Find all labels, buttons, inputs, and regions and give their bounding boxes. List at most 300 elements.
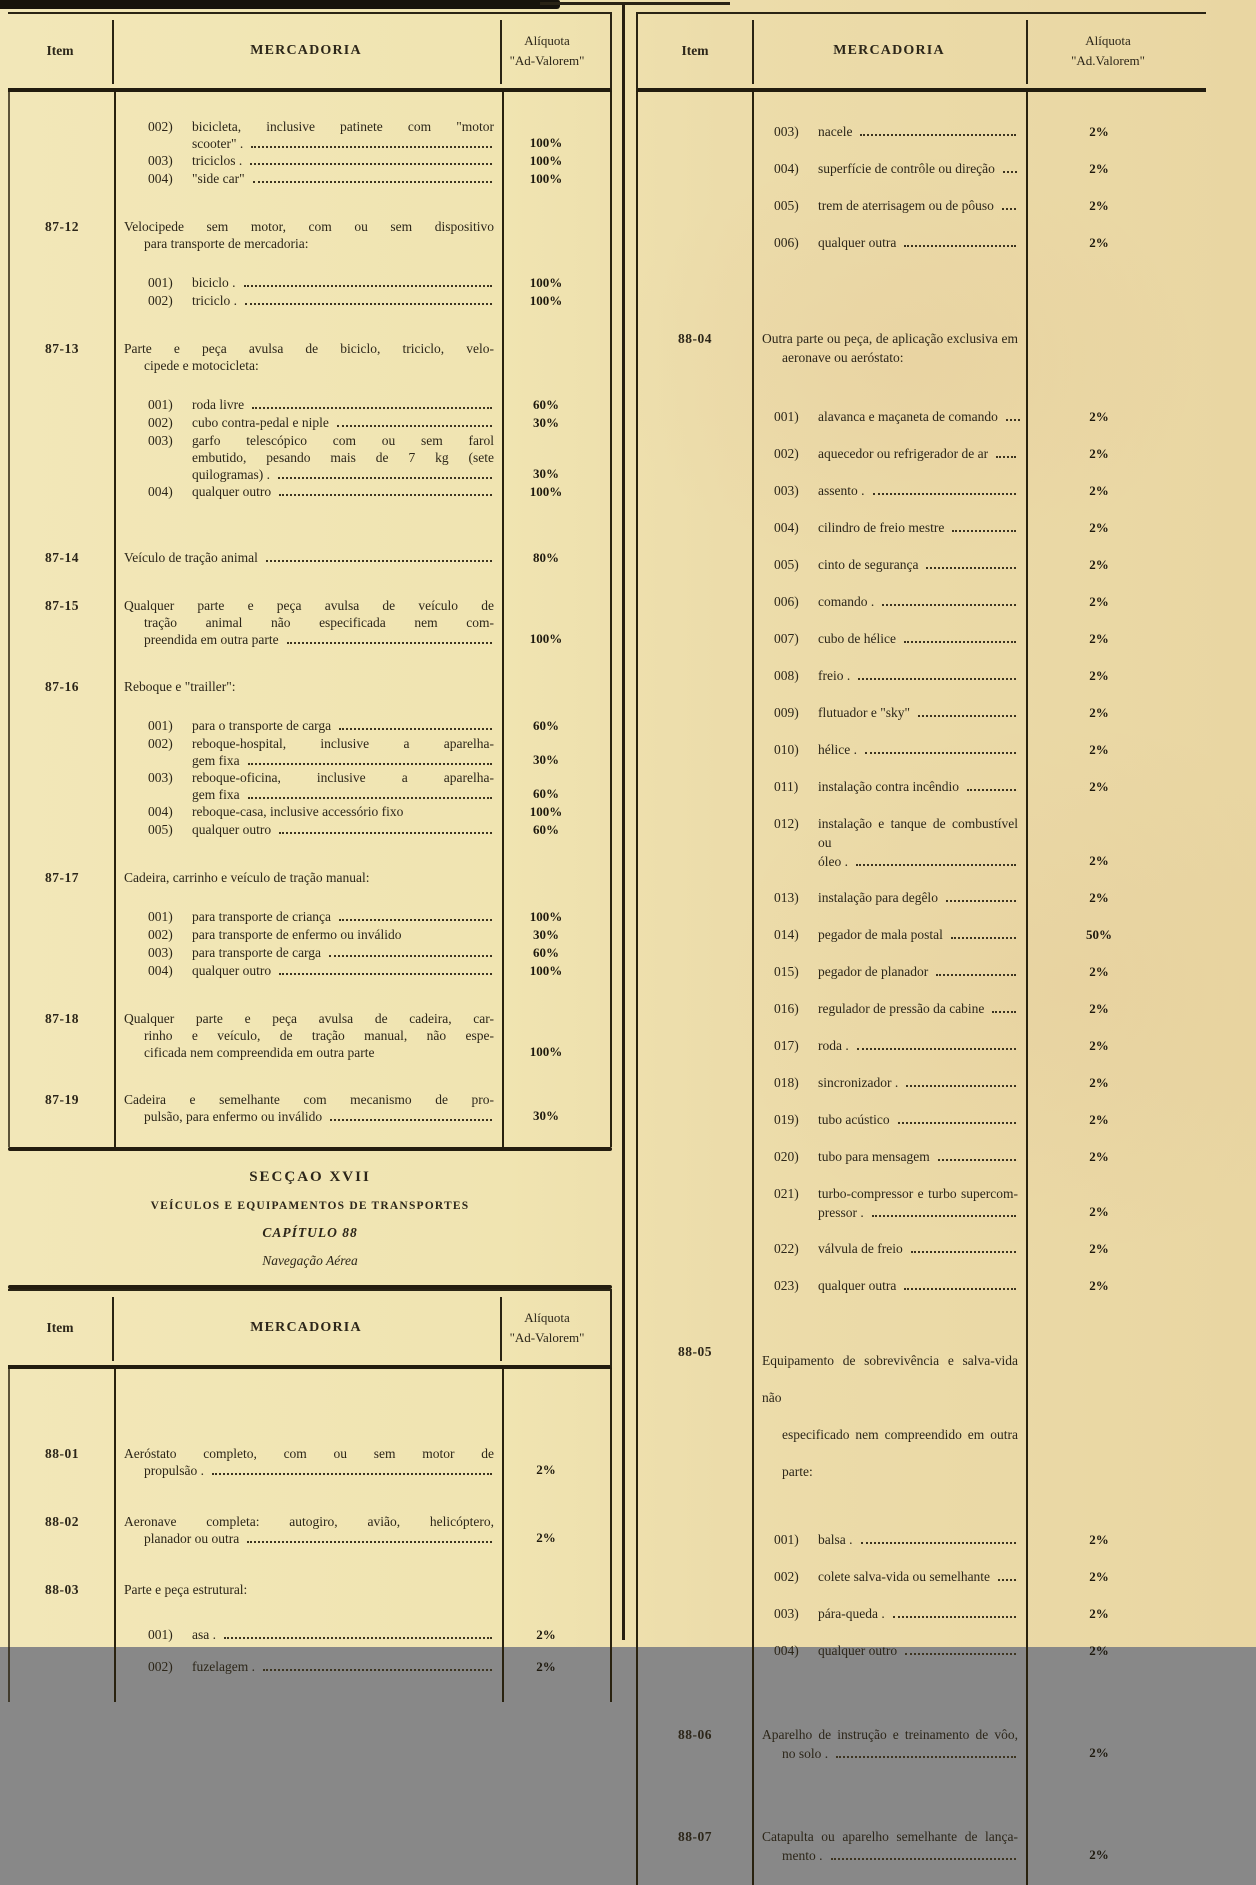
mercadoria-cell (752, 999, 1026, 1019)
entry-line-text: pára-queda . (818, 1606, 885, 1621)
entry-line-text: cilindro de freio mestre (818, 520, 945, 535)
dot-leader (926, 567, 1016, 569)
entry-text (818, 518, 1018, 537)
table-row (10, 292, 610, 310)
dot-leader (911, 1251, 1016, 1253)
entry-line (192, 274, 494, 291)
item-code-cell (638, 1567, 752, 1587)
dot-leader (996, 456, 1016, 458)
table-row (638, 407, 1206, 427)
aliquota-cell: 2% (1089, 520, 1109, 535)
entry-text (124, 549, 494, 566)
table-row (10, 803, 610, 821)
entry-line (124, 1530, 494, 1547)
item-code-cell (638, 1147, 752, 1167)
subitem-code: 001) (148, 718, 173, 733)
item-code-cell (638, 777, 752, 797)
table-row (638, 1073, 1206, 1093)
aliquota-cell (1026, 329, 1208, 367)
entry-line-text: "side car" (192, 171, 245, 186)
subitem-code: 012) (774, 816, 799, 831)
entry-line (818, 1604, 1018, 1623)
item-code-cell (10, 735, 114, 769)
entry-line (124, 1108, 494, 1125)
aliquota-cell (502, 869, 614, 886)
table-row (638, 999, 1206, 1019)
left-column (8, 12, 612, 1702)
table-row (10, 769, 610, 803)
entry-line (818, 666, 1018, 685)
entry-line-text: gem fixa (192, 753, 240, 768)
entry (762, 1036, 1018, 1055)
entry-text (818, 592, 1018, 611)
header-aliquota-line2: "Ad-Valorem" (509, 1330, 585, 1345)
entry-text (192, 735, 494, 769)
entry-line (818, 999, 1018, 1018)
entry-line: Outra parte ou peça, de aplicação exclusiva em (762, 331, 1018, 346)
entry-line-text: fuzelagem . (192, 1659, 255, 1674)
chapter-number: CAPÍTULO 88 (262, 1225, 358, 1240)
entry-line: Qualquer parte e peça avulsa de veículo de (124, 598, 494, 613)
table-row (10, 869, 610, 886)
entry-line: parte: (782, 1464, 813, 1479)
entry-line (192, 786, 494, 803)
aliquota-cell: 80% (533, 550, 559, 565)
entry-line (818, 196, 1018, 215)
table-row (638, 1604, 1206, 1624)
entry-line (818, 1567, 1018, 1586)
entry-line-text: qualquer outro (818, 1643, 898, 1658)
dot-leader (872, 1215, 1016, 1217)
entry-line (124, 549, 494, 566)
entry (124, 821, 494, 838)
entry (762, 1073, 1018, 1092)
mercadoria-cell (752, 1110, 1026, 1130)
aliquota-cell: 60% (533, 945, 559, 960)
table-row (10, 1658, 610, 1676)
entry-line: para transporte de enfermo ou inválido (192, 927, 402, 942)
dot-leader (882, 604, 1016, 606)
item-code-cell (638, 629, 752, 649)
entry-text (818, 233, 1018, 252)
aliquota-cell: 60% (533, 397, 559, 412)
table-row (638, 592, 1206, 612)
header-aliquota-line1: Alíquota (524, 1310, 570, 1325)
entry (124, 803, 494, 820)
entry-line (192, 717, 494, 734)
mercadoria-cell (752, 555, 1026, 575)
item-code-cell (10, 170, 114, 188)
table-row (638, 1239, 1206, 1259)
entry-line (192, 1626, 494, 1643)
entry-line (818, 481, 1018, 500)
entry (124, 1658, 494, 1675)
entry-text (192, 821, 494, 838)
entry-line: embutido, pesando mais de 7 kg (sete (192, 450, 494, 465)
entry-line: Aparelho de instrução e treinamento de vôo, (762, 1727, 1018, 1742)
entry-text (192, 908, 494, 925)
mercadoria-cell (752, 1827, 1026, 1865)
header-aliquota-line1: Alíquota (524, 33, 570, 48)
dot-leader (873, 493, 1017, 495)
entry (762, 888, 1018, 907)
table-row (638, 1725, 1206, 1763)
entry-text (762, 1342, 1018, 1490)
item-code-cell (638, 962, 752, 982)
dot-leader (244, 285, 493, 287)
subitem-code: 002) (148, 1659, 173, 1674)
scan-edge-artifact (0, 0, 560, 9)
table-row (10, 274, 610, 292)
entry (762, 1725, 1018, 1763)
entry-line: Cadeira, carrinho e veículo de tração manual: (124, 870, 370, 885)
aliquota-cell: 2% (1089, 1075, 1109, 1090)
aliquota-cell: 2% (1089, 1001, 1109, 1016)
table-row (638, 925, 1206, 945)
table-row (638, 1641, 1206, 1661)
item-code-cell (638, 814, 752, 871)
aliquota-cell: 2% (1089, 964, 1109, 979)
entry-line-text: colete salva-vida ou semelhante (818, 1569, 991, 1584)
mercadoria-cell (752, 1239, 1026, 1259)
entry-line-text: tubo acústico (818, 1112, 890, 1127)
entry-line (192, 170, 494, 187)
table-row (638, 1827, 1206, 1865)
dot-leader (245, 303, 492, 305)
entry (762, 233, 1018, 252)
entry-text (192, 1626, 494, 1643)
dot-leader (905, 1653, 1016, 1655)
table-row (638, 962, 1206, 982)
entry-text (818, 196, 1018, 215)
item-code-cell (10, 396, 114, 414)
entry (124, 926, 494, 943)
entry-line-text: para transporte de carga (192, 945, 322, 960)
dot-leader (992, 1011, 1016, 1013)
entry-line (818, 703, 1018, 722)
aliquota-cell (502, 340, 614, 374)
dot-leader (1002, 208, 1016, 210)
entry-line: instalação e tanque de combustível ou (818, 816, 1018, 850)
table-row (638, 888, 1206, 908)
mercadoria-cell (114, 821, 502, 839)
item-code-cell (638, 1036, 752, 1056)
aliquota-cell: 2% (1089, 1643, 1109, 1658)
subitem-code: 006) (774, 235, 799, 250)
item-code-cell (638, 1276, 752, 1296)
entry-text (192, 274, 494, 291)
dot-leader (836, 1756, 1016, 1758)
mercadoria-cell (752, 777, 1026, 797)
entry-line (192, 414, 494, 431)
mercadoria-cell (752, 1641, 1026, 1661)
dot-leader (263, 1669, 492, 1671)
dot-leader (857, 1048, 1016, 1050)
entry (762, 329, 1018, 367)
entry-line-text: instalação para degêlo (818, 890, 938, 905)
entry (124, 432, 494, 483)
entry-text (192, 432, 494, 483)
entry-text (192, 292, 494, 309)
entry-line (818, 1641, 1018, 1660)
dot-leader (904, 245, 1016, 247)
entry (124, 1513, 494, 1547)
item-code-cell (638, 518, 752, 538)
entry-line: especificado nem compreendido em outra (782, 1427, 1018, 1442)
subitem-code: 019) (774, 1112, 799, 1127)
subitem-code: 002) (774, 446, 799, 461)
entry-line: Parte e peça avulsa de biciclo, triciclo, velo- (124, 341, 494, 356)
aliquota-cell: 2% (1089, 1112, 1109, 1127)
aliquota-cell: 100% (529, 153, 563, 168)
mercadoria-cell (752, 481, 1026, 501)
spacer (638, 1763, 1206, 1781)
entry-line-text: asa . (192, 1627, 216, 1642)
entry-line-text: cinto de segurança (818, 557, 919, 572)
entry-text (818, 122, 1018, 141)
subitem-code: 001) (774, 1532, 799, 1547)
entry (762, 1641, 1018, 1660)
entry-text (818, 1604, 1018, 1623)
aliquota-cell: 2% (1089, 594, 1109, 609)
entry-line: bicicleta, inclusive patinete com "motor (192, 119, 494, 134)
dot-leader (918, 715, 1016, 717)
subitem-code: 003) (774, 1606, 799, 1621)
aliquota-cell: 60% (533, 822, 559, 837)
entry-text (124, 678, 494, 695)
entry-line-text: triciclo . (192, 293, 237, 308)
table-row (10, 1445, 610, 1479)
entry-line-text: regulador de pressão da cabine (818, 1001, 985, 1016)
subitem-code: 002) (148, 415, 173, 430)
dot-leader (247, 1541, 492, 1543)
mercadoria-cell (752, 592, 1026, 612)
entry-text (192, 1658, 494, 1675)
mercadoria-cell (114, 803, 502, 821)
entry-text (818, 407, 1018, 426)
subitem-code: 002) (148, 736, 173, 751)
entry-line-text: qualquer outro (192, 484, 272, 499)
header-aliquota-line1: Alíquota (1085, 33, 1131, 48)
dot-leader (904, 1288, 1016, 1290)
header-mercadoria: MERCADORIA (250, 1320, 362, 1335)
entry-line (124, 631, 494, 648)
aliquota-cell: 2% (1089, 161, 1109, 176)
dot-leader (831, 1858, 1017, 1860)
item-code-cell (638, 1530, 752, 1550)
mercadoria-cell (752, 740, 1026, 760)
subitem-code: 004) (774, 520, 799, 535)
aliquota-cell: 2% (1089, 742, 1109, 757)
entry (762, 999, 1018, 1018)
aliquota-cell: 2% (1089, 779, 1109, 794)
entry-text (818, 740, 1018, 759)
table-row (10, 1626, 610, 1644)
entry-line-text: para transporte de criança (192, 909, 332, 924)
left-top-table-header (8, 12, 612, 92)
table-row (10, 432, 610, 483)
entry-line-text: flutuador e "sky" (818, 705, 911, 720)
entry-text (818, 555, 1018, 574)
entry (762, 962, 1018, 981)
aliquota-cell: 2% (1089, 705, 1109, 720)
entry-line-text: no solo . (782, 1746, 829, 1761)
entry-text (818, 814, 1018, 871)
mercadoria-cell (752, 233, 1026, 253)
mercadoria-cell (752, 444, 1026, 464)
aliquota-cell: 2% (536, 1530, 556, 1545)
entry-line (192, 1658, 494, 1675)
entry-line (124, 1462, 494, 1479)
table-row (10, 735, 610, 769)
mercadoria-cell (752, 703, 1026, 723)
entry-line (818, 444, 1018, 463)
entry-line (818, 777, 1018, 796)
mercadoria-cell (114, 274, 502, 292)
item-code-cell: 88-01 (45, 1446, 79, 1461)
entry (124, 414, 494, 431)
entry-text (124, 218, 494, 252)
entry (762, 777, 1018, 796)
header-aliquota (500, 31, 612, 71)
item-code-cell (638, 999, 752, 1019)
mercadoria-cell (114, 1091, 502, 1125)
table-row (638, 740, 1206, 760)
entry-text (762, 1725, 1018, 1763)
mercadoria-cell (752, 814, 1026, 871)
dot-leader (1006, 419, 1020, 421)
entry-text (818, 999, 1018, 1018)
table-row (638, 159, 1206, 179)
entry-line: reboque-hospital, inclusive a aparelha- (192, 736, 494, 751)
entry-text (124, 1445, 494, 1479)
aliquota-cell: 2% (1089, 1241, 1109, 1256)
aliquota-cell: 2% (1089, 631, 1109, 646)
entry-text (192, 962, 494, 979)
entry-line (192, 152, 494, 169)
mercadoria-cell (114, 340, 502, 374)
entry-text (192, 152, 494, 169)
aliquota-cell: 2% (536, 1627, 556, 1642)
header-aliquota (500, 1308, 612, 1348)
entry (124, 678, 494, 695)
aliquota-cell: 2% (1089, 198, 1109, 213)
mercadoria-cell (114, 549, 502, 567)
entry-line (818, 233, 1018, 252)
entry-line (192, 135, 494, 152)
dot-leader (860, 134, 1016, 136)
subitem-code: 004) (774, 1643, 799, 1658)
entry-text (818, 1036, 1018, 1055)
mercadoria-cell (114, 717, 502, 735)
header-aliquota (1026, 31, 1208, 71)
item-code-cell (638, 444, 752, 464)
entry-line (192, 821, 494, 838)
mercadoria-cell (752, 1567, 1026, 1587)
mercadoria-cell (752, 159, 1026, 179)
mercadoria-cell (114, 908, 502, 926)
table-row (10, 717, 610, 735)
entry-text (818, 666, 1018, 685)
entry-line (192, 908, 494, 925)
aliquota-cell: 2% (1089, 1745, 1109, 1760)
item-code-cell (10, 803, 114, 821)
aliquota-cell (502, 1581, 614, 1598)
mercadoria-cell (114, 1445, 502, 1479)
entry-line-text: quilogramas) . (192, 467, 270, 482)
entry (762, 196, 1018, 215)
header-item: Item (46, 43, 74, 58)
table-row (10, 414, 610, 432)
spacer (10, 501, 610, 519)
entry-text (818, 1239, 1018, 1258)
item-code-cell (10, 717, 114, 735)
aliquota-cell: 2% (1089, 1204, 1109, 1219)
entry-line-text: assento . (818, 483, 865, 498)
table-row (10, 1010, 610, 1061)
entry (124, 340, 494, 374)
table-row (638, 814, 1206, 871)
entry-text (192, 396, 494, 413)
item-code-cell (10, 118, 114, 152)
mercadoria-cell (752, 666, 1026, 686)
subitem-code: 005) (148, 822, 173, 837)
table-row (638, 1276, 1206, 1296)
entry-line: cificada nem compreendida em outra parte (144, 1045, 375, 1060)
entry (124, 869, 494, 886)
entry (124, 152, 494, 169)
aliquota-cell: 100% (529, 909, 563, 924)
entry-line: Aeronave completa: autogiro, avião, helicóptero, (124, 1514, 494, 1529)
item-code-cell (638, 888, 752, 908)
subitem-code: 005) (774, 198, 799, 213)
entry-text (192, 170, 494, 187)
entry-line-text: instalação contra incêndio (818, 779, 959, 794)
item-code-cell: 88-06 (678, 1727, 712, 1742)
mercadoria-cell (752, 629, 1026, 649)
entry-line (818, 555, 1018, 574)
section-heading-band (8, 1151, 612, 1285)
item-code-cell (10, 944, 114, 962)
mercadoria-cell (114, 769, 502, 803)
entry-text (124, 597, 494, 648)
mercadoria-cell (114, 152, 502, 170)
item-code-cell (638, 1110, 752, 1130)
item-code-cell (638, 233, 752, 253)
entry-line: tração animal não especificada nem com- (144, 615, 494, 630)
aliquota-cell (502, 218, 614, 252)
item-code-cell (10, 414, 114, 432)
entry-text (762, 1827, 1018, 1865)
entry-line-text: propulsão . (144, 1463, 204, 1478)
aliquota-cell: 2% (1089, 853, 1109, 868)
subitem-code: 001) (774, 409, 799, 424)
entry (762, 1147, 1018, 1166)
dot-leader (279, 494, 492, 496)
entry (124, 769, 494, 803)
dot-leader (287, 642, 492, 644)
item-code-cell (638, 481, 752, 501)
column-divider (622, 4, 625, 1640)
dot-leader (952, 530, 1016, 532)
subitem-code: 004) (774, 161, 799, 176)
entry-line-text: qualquer outro (192, 822, 272, 837)
table-row (10, 1581, 610, 1598)
entry-text (818, 703, 1018, 722)
subitem-code: 005) (774, 557, 799, 572)
aliquota-cell: 2% (1089, 1038, 1109, 1053)
dot-leader (250, 163, 492, 165)
